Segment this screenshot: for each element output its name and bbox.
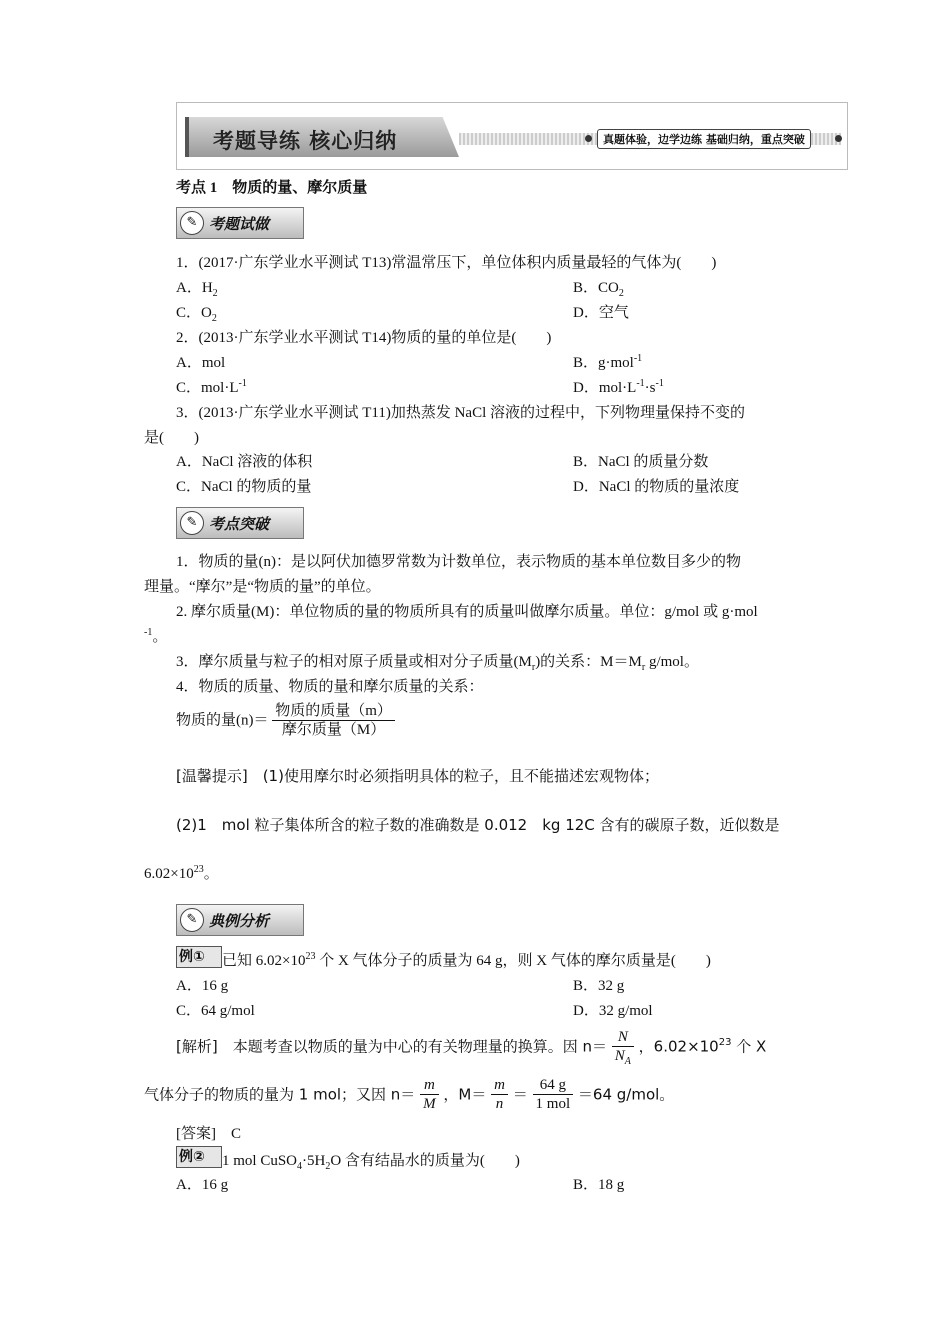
- badge-label: 典例分析: [209, 912, 270, 930]
- section-heading: 考点 1 物质的量、摩尔质量: [176, 180, 368, 196]
- question-3-stem-cont: 是( ): [144, 430, 199, 446]
- tip-line-1: [温馨提示] (1)使用摩尔时必须指明具体的粒子，且不能描述宏观物体；: [176, 767, 659, 785]
- question-2-stem: 2．(2013·广东学业水平测试 T14)物质的量的单位是( ): [176, 330, 552, 346]
- bullet-dot-icon: [585, 135, 592, 142]
- mass-formula: 物质的量(n)＝ $\frac{\text{物质的质量（m）}}{\text{摩尔质量（M）}}$: [176, 702, 395, 739]
- q3-option-d: D．NaCl 的物质的量浓度: [573, 479, 740, 495]
- section-banner: [176, 102, 848, 170]
- example-2-stem: 1 mol $CuSO_4\cdot 5H_2O$ 含有结晶水的质量为( ): [222, 1153, 520, 1172]
- point-3: 3．摩尔质量与粒子的相对原子质量或相对分子质量$(M_r)$的关系：$M=M_r$ g/mol。: [176, 654, 699, 673]
- badge-label: 考点突破: [209, 515, 270, 533]
- point-2-line-1: 2. 摩尔质量(M)：单位物质的量的物质所具有的质量叫做摩尔质量。单位：g/mol 或 g·mol: [176, 604, 758, 620]
- example-1-stem: 已知 $6.02\times 10^{23}$ 个 X 气体分子的质量为 64 g，则 X 气体的摩尔质量是( ): [222, 951, 711, 969]
- pen-icon: ✎: [180, 908, 204, 932]
- q2-option-d: D．$mol\cdot L^{-1}\cdot s^{-1}$: [573, 378, 664, 396]
- ex1-option-c: C．64 g/mol: [176, 1003, 255, 1019]
- example-1-answer: [答案] C: [176, 1126, 241, 1142]
- q3-option-c: C．NaCl 的物质的量: [176, 479, 312, 495]
- point-1-line-2: 理量。“摩尔”是“物质的量”的单位。: [144, 579, 381, 595]
- tip-line-3: $6.02\times 10^{23}$。: [144, 864, 219, 882]
- banner-note: 真题体验，边学边练 基础归纳，重点突破: [597, 129, 811, 149]
- tip-line-2: (2)1 mol 粒子集体所含的粒子数的准确数是 0.012 kg 12C 含有的碳原子数，近似数是: [176, 816, 780, 834]
- q1-option-d: D．空气: [573, 305, 629, 321]
- pen-icon: ✎: [180, 211, 204, 235]
- question-1-stem: 1．(2017·广东学业水平测试 T13)常温常压下，单位体积内质量最轻的气体为( ): [176, 255, 717, 271]
- ex2-option-a: A．16 g: [176, 1177, 229, 1193]
- q2-option-c: C．$mol\cdot L^{-1}$: [176, 378, 247, 396]
- point-2-line-2: $^{-1}$。: [144, 627, 168, 645]
- q3-option-a: A．NaCl 溶液的体积: [176, 454, 313, 470]
- point-4: 4．物质的质量、物质的量和摩尔质量的关系：: [176, 679, 484, 695]
- point-1-line-1: 1．物质的量(n)：是以阿伏加德罗常数为计数单位，表示物质的基本单位数目多少的物: [176, 554, 741, 570]
- ex1-option-d: D．32 g/mol: [573, 1003, 653, 1019]
- analysis-line-2: 气体分子的物质的量为 1 mol；又因 n＝ $\frac{m}{M}$ ，M＝ $\frac{m}{n}$ ＝ $\frac{64 g}{\text{1 mol}}$ ＝64 g/mol。: [144, 1077, 675, 1112]
- q1-option-a: A．$H_2$: [176, 280, 218, 299]
- example-2-number: 例②: [176, 1146, 222, 1168]
- bullet-dot-icon: [835, 135, 842, 142]
- badge-label: 考题试做: [209, 215, 270, 233]
- ex2-option-b: B．18 g: [573, 1177, 625, 1193]
- q1-option-b: B．$CO_2$: [573, 280, 624, 299]
- q2-option-a: A．mol: [176, 355, 226, 371]
- pen-icon: ✎: [180, 511, 204, 535]
- analysis-line-1: [解析] 本题考查以物质的量为中心的有关物理量的换算。因 n＝ $\frac{N}{N_A}$ ，$6.02\times 10^{23}$ 个 X: [176, 1029, 767, 1067]
- example-1-number: 例①: [176, 946, 222, 968]
- q3-option-b: B．NaCl 的质量分数: [573, 454, 709, 470]
- ex1-option-b: B．32 g: [573, 978, 625, 994]
- question-3-stem: 3．(2013·广东学业水平测试 T11)加热蒸发 NaCl 溶液的过程中，下列物理量保持不变的: [176, 405, 746, 421]
- ex1-option-a: A．16 g: [176, 978, 229, 994]
- q1-option-c: C．$O_2$: [176, 305, 217, 324]
- banner-title: 考题导练 核心归纳: [213, 129, 398, 153]
- badge-trial: [176, 207, 304, 239]
- badge-example: [176, 904, 304, 936]
- badge-breakthrough: [176, 507, 304, 539]
- q2-option-b: B．g·mol$^{-1}$: [573, 353, 643, 371]
